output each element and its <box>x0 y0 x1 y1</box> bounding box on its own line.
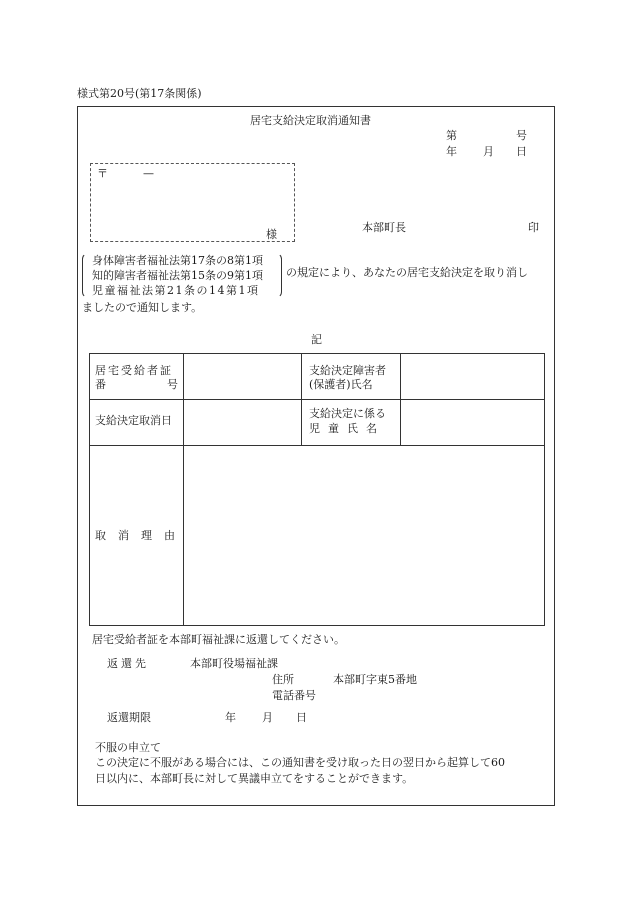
phone-label: 電話番号 <box>272 689 316 702</box>
document-number-suffix: 号 <box>516 129 527 142</box>
postal-mark: 〒 <box>97 167 108 180</box>
document-number-prefix: 第 <box>446 129 457 142</box>
law-item: 児童福祉法第21条の14第1項 <box>92 284 260 297</box>
label-cancel-reason: 取消理由 <box>95 529 187 542</box>
objection-heading: 不服の申立て <box>95 741 161 754</box>
postal-dash: — <box>143 167 154 180</box>
deadline-day: 日 <box>296 711 307 724</box>
deadline-year: 年 <box>225 711 236 724</box>
notice-text-line1: の規定により、あなたの居宅支給決定を取り消し <box>286 266 528 279</box>
label-holder-number: 居宅受給者証 <box>95 364 173 377</box>
date-month: 月 <box>483 145 494 158</box>
seal-mark: 印 <box>528 221 539 234</box>
label-holder-number-ban: 番 <box>95 378 106 391</box>
deadline-month: 月 <box>262 711 273 724</box>
ki-heading: 記 <box>311 333 322 346</box>
return-deadline-label: 返還期限 <box>107 711 151 724</box>
return-instructions: 居宅受給者証を本部町福祉課に返還してください。 <box>92 633 345 646</box>
law-item: 知的障害者福祉法第15条の9第1項 <box>92 269 263 282</box>
address-label: 住所 <box>272 673 294 686</box>
form-number: 様式第20号(第17条関係) <box>77 87 202 100</box>
date-day: 日 <box>516 145 527 158</box>
label-child-name: 支給決定に係る <box>309 407 386 420</box>
notice-text-line2: ましたので通知します。 <box>82 301 203 314</box>
return-destination-label: 返還先 <box>107 657 149 670</box>
label-cancel-date: 支給決定取消日 <box>95 414 172 427</box>
label-child-name-line2: 児童氏名 <box>309 422 385 435</box>
label-recipient-name: 支給決定障害者 <box>309 364 386 377</box>
objection-text-line2: 日以内に、本部町長に対して異議申立てをすることができます。 <box>95 772 414 785</box>
issuer-name: 本部町長 <box>362 221 406 234</box>
law-item: 身体障害者福祉法第17条の8第1項 <box>92 254 263 267</box>
document-title: 居宅支給決定取消通知書 <box>250 114 371 127</box>
address-value: 本部町字東5番地 <box>333 673 417 686</box>
label-holder-number-go: 号 <box>167 378 178 391</box>
label-recipient-guardian: (保護者)氏名 <box>309 378 373 391</box>
date-year: 年 <box>446 145 457 158</box>
objection-text-line1: この決定に不服がある場合には、この通知書を受け取った日の翌日から起算して60 <box>95 756 505 769</box>
return-destination: 本部町役場福祉課 <box>190 657 278 670</box>
addressee-honorific: 様 <box>266 228 277 241</box>
